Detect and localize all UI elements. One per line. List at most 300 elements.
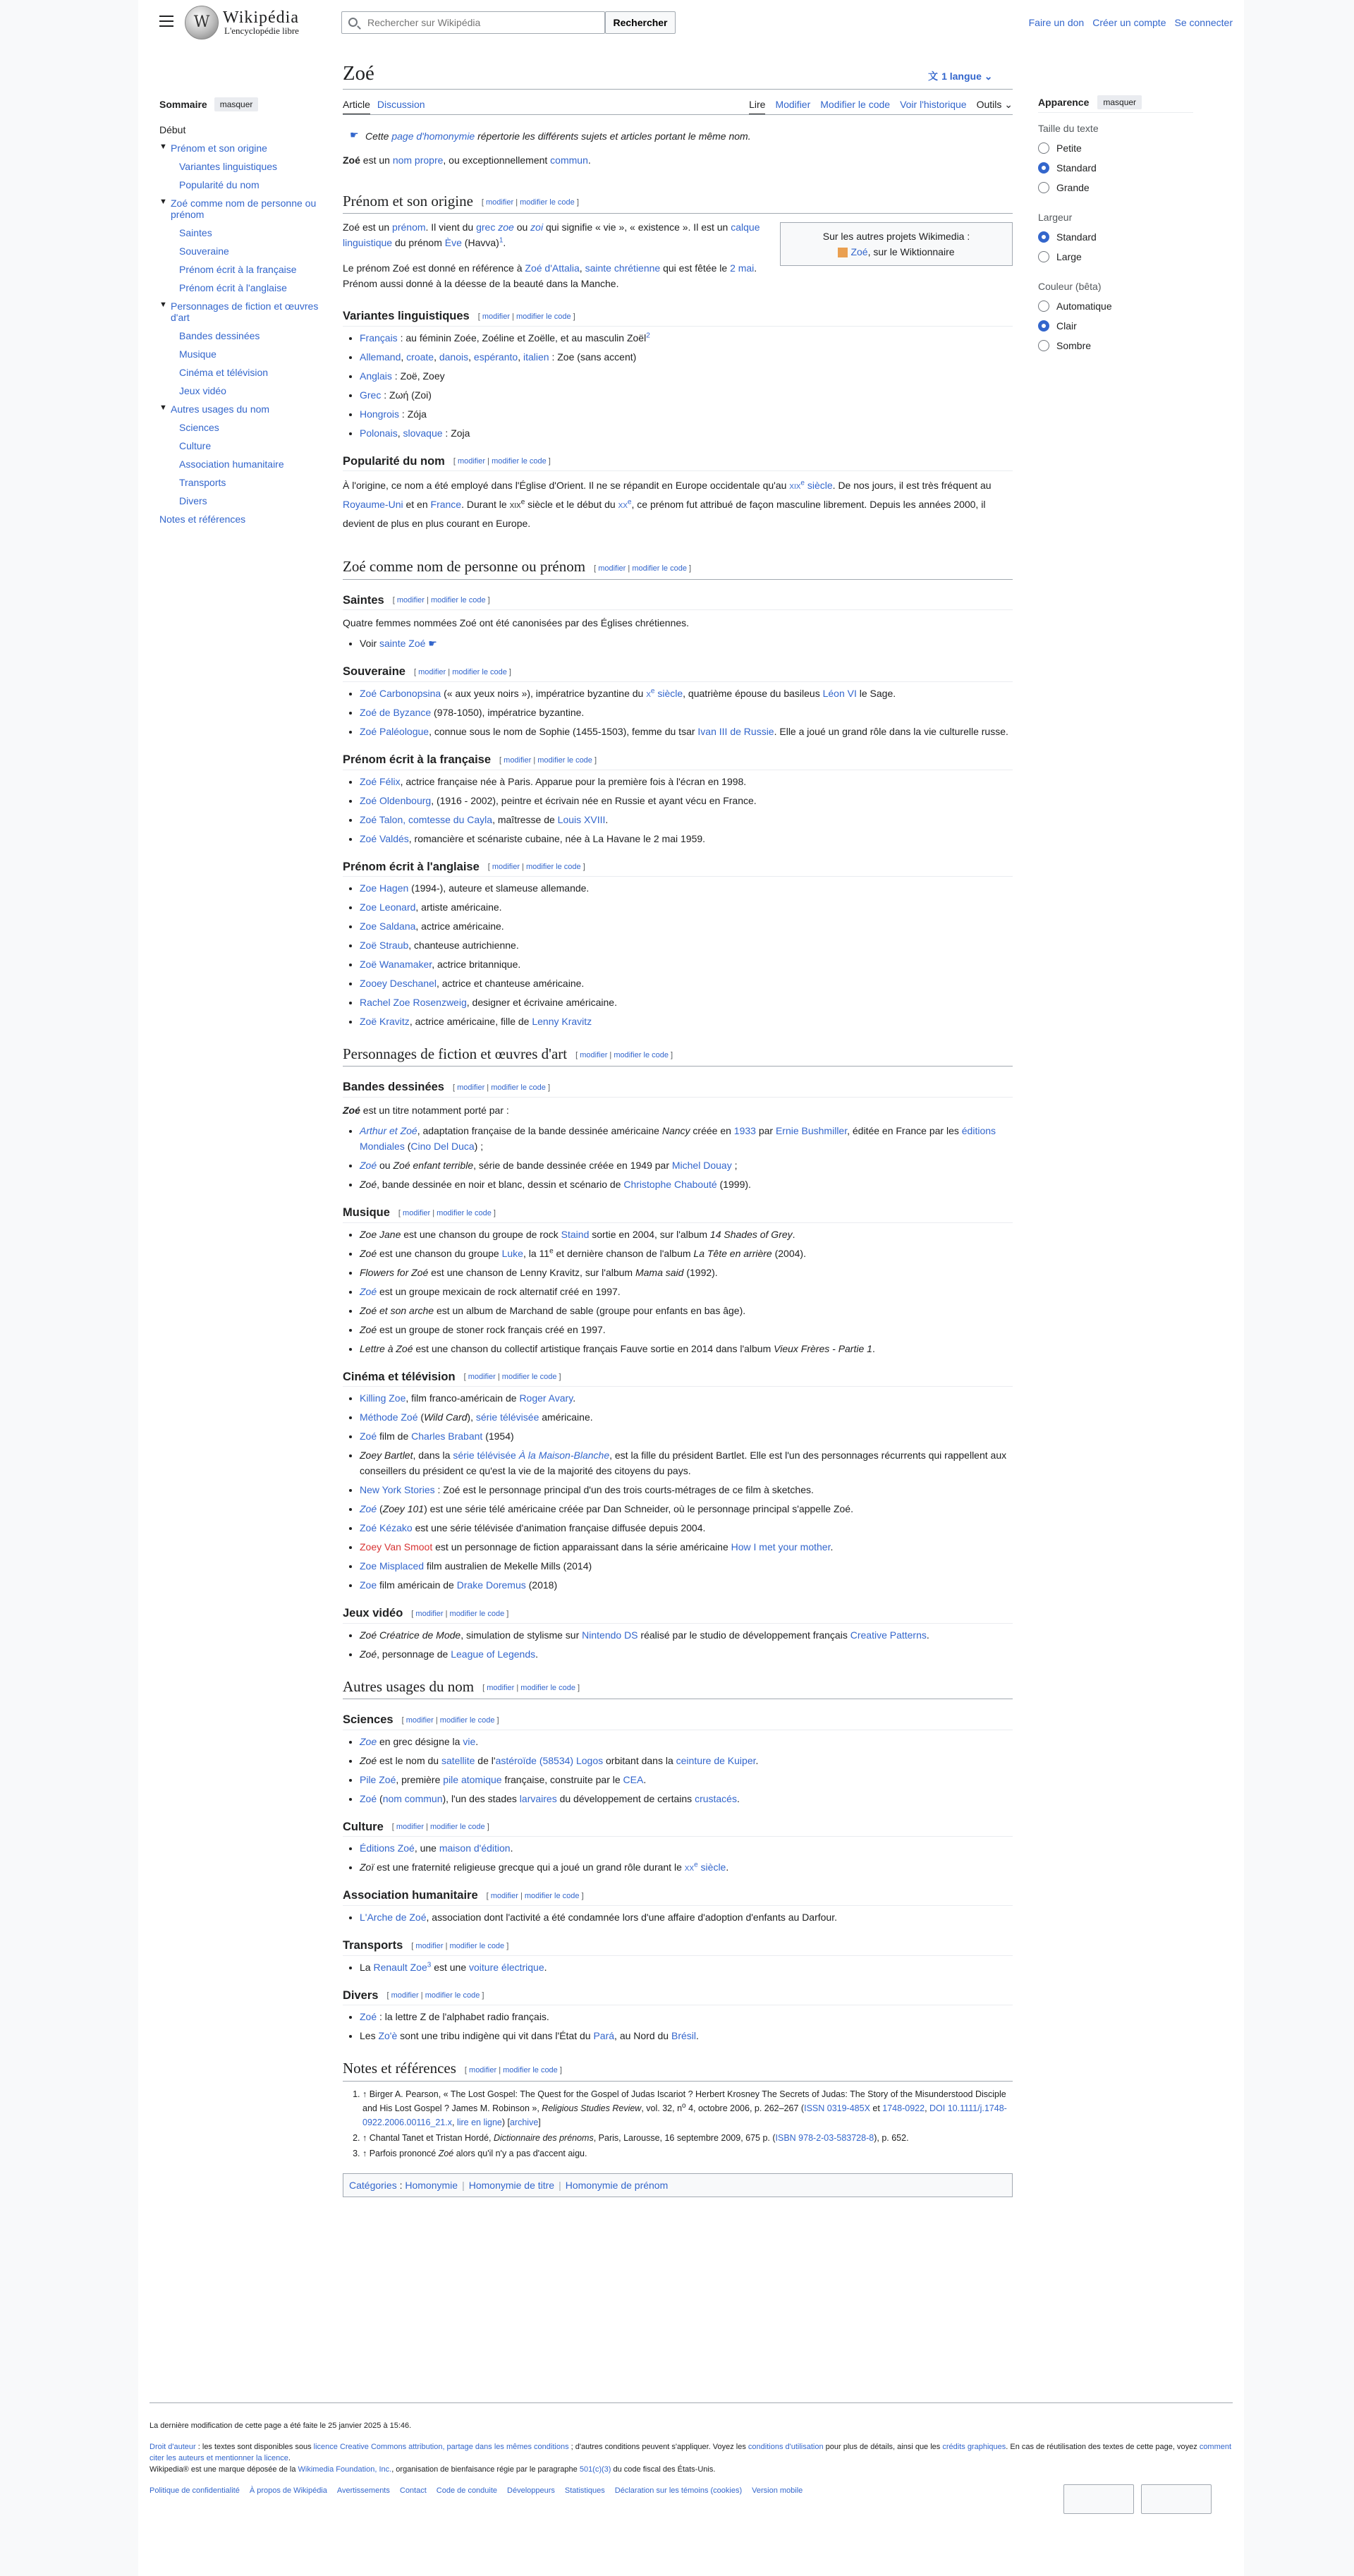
edit-source-link[interactable]: modifier le code bbox=[503, 2065, 558, 2074]
text: . Elle a joué un grand rôle dans la vie culturelle russe. bbox=[774, 725, 1008, 737]
link[interactable]: L'Arche de Zoé bbox=[360, 1912, 427, 1924]
toc-item-autres[interactable] bbox=[159, 403, 322, 415]
edit-source-link[interactable]: modifier le code bbox=[526, 863, 581, 872]
edit-link[interactable]: modifier bbox=[486, 198, 514, 207]
donate-link[interactable]: Faire un don bbox=[1028, 17, 1085, 28]
link[interactable]: Luke bbox=[501, 1247, 523, 1259]
create-account-link[interactable]: Créer un compte bbox=[1092, 17, 1166, 28]
radio-button[interactable] bbox=[1038, 300, 1049, 312]
link[interactable]: éditions Mondiales bbox=[360, 1125, 996, 1153]
link[interactable]: Hongrois bbox=[360, 408, 400, 420]
main-menu-icon[interactable] bbox=[159, 16, 173, 27]
edit-link[interactable]: modifier bbox=[457, 457, 486, 466]
tab-discussion[interactable]: Discussion bbox=[377, 99, 425, 110]
edit-link[interactable]: modifier bbox=[457, 1083, 485, 1093]
chevron-down-icon[interactable]: ▼ bbox=[159, 403, 167, 412]
link[interactable]: pile atomique bbox=[443, 1773, 502, 1785]
radio-option[interactable] bbox=[1038, 182, 1193, 193]
link[interactable]: Ernie Bushmiller bbox=[775, 1125, 848, 1137]
list bbox=[360, 1390, 1013, 1593]
edit-source-link[interactable]: modifier le code bbox=[491, 1083, 546, 1093]
edit-link[interactable]: modifier bbox=[415, 1609, 444, 1618]
link[interactable]: DOI 10.1111/j.1748-0922.2006.00116_21.x bbox=[362, 2103, 1007, 2127]
edit-source-link[interactable]: modifier le code bbox=[537, 755, 592, 765]
link[interactable]: crédits graphiques bbox=[942, 2443, 1006, 2451]
text: , film franco-américain de bbox=[405, 1392, 520, 1404]
link[interactable]: voiture électrique bbox=[469, 1961, 544, 1973]
tab-history[interactable]: Voir l'historique bbox=[900, 99, 967, 110]
link[interactable]: How I met your mother bbox=[731, 1541, 831, 1553]
edit-link[interactable]: modifier bbox=[482, 312, 510, 321]
category-link[interactable]: Homonymie bbox=[405, 2179, 458, 2191]
link[interactable]: Anglais bbox=[360, 370, 392, 382]
link[interactable]: Zoé bbox=[360, 1503, 377, 1515]
text: , artiste américaine. bbox=[415, 901, 502, 913]
link[interactable]: nom propre bbox=[392, 154, 444, 166]
pointing-hand-icon: ☛ bbox=[428, 638, 437, 650]
link[interactable] bbox=[453, 1450, 609, 1461]
link[interactable]: satellite bbox=[441, 1754, 475, 1766]
toc-item-notes[interactable]: Notes et références bbox=[159, 514, 246, 525]
subsection-heading bbox=[343, 454, 1013, 472]
link[interactable]: Renault Zoe bbox=[373, 1961, 427, 1973]
link[interactable]: Français bbox=[360, 332, 398, 344]
section-heading bbox=[343, 1046, 1013, 1067]
list-item bbox=[360, 1322, 1013, 1337]
language-button[interactable] bbox=[928, 69, 992, 83]
link[interactable]: Allemand bbox=[360, 351, 401, 363]
link[interactable]: Droit d'auteur bbox=[150, 2443, 196, 2451]
toc-hide-button[interactable]: masquer bbox=[214, 97, 259, 111]
toc-item-musique[interactable]: Musique bbox=[179, 348, 216, 360]
edit-link[interactable]: modifier bbox=[391, 1991, 419, 2000]
text: , série de bande dessinée créée en 1949 par bbox=[473, 1160, 672, 1172]
edit-source-link[interactable]: modifier le code bbox=[520, 1684, 575, 1693]
text: Voir bbox=[360, 638, 380, 650]
text: , actrice britannique. bbox=[432, 959, 521, 971]
link[interactable]: Roger Avary bbox=[519, 1392, 573, 1404]
text: xix bbox=[509, 499, 521, 511]
link[interactable]: crustacés bbox=[695, 1792, 737, 1804]
text: , romancière et scénariste cubaine, née à La Havane le 2 mai 1959. bbox=[408, 832, 706, 844]
edit-source-link[interactable]: modifier le code bbox=[452, 667, 507, 676]
text: (2018) bbox=[525, 1579, 558, 1591]
footer-link[interactable]: À propos de Wikipédia bbox=[249, 2486, 327, 2495]
link[interactable] bbox=[684, 1861, 729, 1873]
toc-label[interactable]: Zoé comme nom de personne ou prénom bbox=[171, 198, 317, 220]
category-link[interactable]: Homonymie de titre bbox=[468, 2179, 555, 2191]
subsection-heading bbox=[343, 1079, 1013, 1098]
link[interactable]: Ivan III de Russie bbox=[697, 725, 774, 737]
link[interactable]: Rachel Zoe Rosenzweig bbox=[360, 997, 467, 1009]
edit-source-link[interactable]: modifier le code bbox=[501, 1373, 557, 1382]
link[interactable]: New York Stories bbox=[360, 1484, 435, 1496]
footer-link[interactable]: Code de conduite bbox=[436, 2486, 498, 2495]
text: . bbox=[510, 1842, 513, 1854]
link[interactable]: Grec bbox=[360, 389, 382, 401]
link[interactable]: nom commun bbox=[382, 1792, 443, 1804]
link[interactable]: ISSN 0319-485X bbox=[804, 2103, 870, 2113]
appearance-panel bbox=[1038, 96, 1193, 351]
toc-label[interactable]: Autres usages du nom bbox=[171, 403, 270, 415]
list-item bbox=[360, 937, 1013, 953]
toc-item-anglaise[interactable]: Prénom écrit à l'anglaise bbox=[179, 282, 287, 293]
link[interactable]: Zoë Straub bbox=[360, 940, 409, 952]
text: Zoé enfant terrible bbox=[393, 1160, 474, 1172]
edit-link[interactable]: modifier bbox=[468, 1373, 496, 1382]
footnote-ref[interactable]: 3 bbox=[427, 1961, 432, 1969]
toc-item-origine[interactable] bbox=[159, 142, 322, 154]
text: e bbox=[520, 498, 525, 506]
link[interactable]: Zoe bbox=[360, 1735, 377, 1747]
link[interactable]: croate bbox=[406, 351, 434, 363]
footer-link[interactable]: Développeurs bbox=[507, 2486, 555, 2495]
wiktionary-icon bbox=[838, 248, 848, 257]
link[interactable]: Léon VI bbox=[822, 687, 857, 699]
link[interactable]: Zoë Kravitz bbox=[360, 1016, 410, 1028]
list-item bbox=[360, 1341, 1013, 1356]
link[interactable]: Zoé bbox=[360, 1792, 377, 1804]
edit-link[interactable]: modifier bbox=[396, 596, 425, 605]
categories-link[interactable]: Catégories bbox=[349, 2179, 397, 2191]
link[interactable]: conditions d'utilisation bbox=[748, 2443, 824, 2451]
link[interactable]: 2 mai bbox=[730, 262, 755, 274]
edit-link[interactable]: modifier bbox=[405, 1715, 434, 1725]
list bbox=[360, 1960, 1013, 1975]
link[interactable]: Killing Zoe bbox=[360, 1392, 406, 1404]
link[interactable]: Staind bbox=[561, 1228, 590, 1240]
edit-source-link[interactable]: modifier le code bbox=[425, 1991, 480, 2000]
link[interactable]: Creative Patterns bbox=[850, 1629, 927, 1641]
text: Cette bbox=[365, 130, 392, 142]
link[interactable]: Charles Brabant bbox=[411, 1430, 483, 1442]
text: xx bbox=[684, 1861, 695, 1873]
radio-option[interactable] bbox=[1038, 142, 1193, 154]
link[interactable]: calque linguistique bbox=[343, 221, 760, 249]
link[interactable]: larvaires bbox=[519, 1792, 557, 1804]
search-input[interactable] bbox=[367, 16, 593, 30]
radio-button[interactable] bbox=[1038, 340, 1049, 351]
link[interactable]: Polonais bbox=[360, 427, 398, 439]
edit-source-link[interactable]: modifier le code bbox=[632, 564, 687, 573]
edit-source-link[interactable]: modifier le code bbox=[449, 1941, 505, 1950]
text: du code fiscal des États-Unis. bbox=[611, 2465, 716, 2474]
wikimedia-badge[interactable] bbox=[1063, 2484, 1134, 2514]
edit-link[interactable]: modifier bbox=[598, 564, 626, 573]
tools-menu[interactable] bbox=[977, 99, 1013, 115]
license-text bbox=[150, 2441, 1233, 2464]
link[interactable]: danois bbox=[439, 351, 469, 363]
list-item bbox=[360, 976, 1013, 991]
search-box[interactable] bbox=[341, 11, 605, 34]
login-link[interactable]: Se connecter bbox=[1174, 17, 1233, 28]
text: ) est une série télé américaine créée par Dan Schneider, où le personnage principal s'appelle Zoé. bbox=[424, 1503, 853, 1515]
footer bbox=[150, 2402, 1233, 2496]
link[interactable]: slovaque bbox=[403, 427, 443, 439]
text: ) [ bbox=[501, 2117, 510, 2127]
list-item bbox=[360, 705, 1013, 720]
link[interactable]: lire en ligne bbox=[456, 2117, 502, 2127]
link[interactable]: CEA bbox=[623, 1773, 644, 1785]
edit-link[interactable]: modifier bbox=[469, 2065, 497, 2074]
toc-item-popularite[interactable]: Popularité du nom bbox=[179, 179, 260, 190]
footer-link[interactable]: Politique de confidentialité bbox=[150, 2486, 240, 2495]
toc-item-sciences[interactable]: Sciences bbox=[179, 422, 219, 433]
radio-button[interactable] bbox=[1038, 251, 1049, 262]
link[interactable]: Zoé Paléologue bbox=[360, 725, 429, 737]
footnote-ref[interactable]: 2 bbox=[646, 332, 650, 340]
edit-link[interactable]: modifier bbox=[492, 863, 520, 872]
link[interactable]: Zoé bbox=[360, 1160, 377, 1172]
radio-button[interactable] bbox=[1038, 142, 1049, 154]
link[interactable] bbox=[646, 688, 683, 699]
category-link[interactable]: Homonymie de prénom bbox=[565, 2179, 669, 2191]
link[interactable]: série télévisée bbox=[475, 1411, 539, 1423]
link[interactable]: Zooey Deschanel bbox=[360, 978, 437, 990]
list-item bbox=[360, 1772, 1013, 1787]
link[interactable]: Pile Zoé bbox=[360, 1773, 396, 1785]
link[interactable]: Méthode Zoé bbox=[360, 1411, 418, 1423]
link[interactable]: maison d'édition bbox=[439, 1842, 511, 1854]
edit-links: [ modifier | modifier le code ] bbox=[411, 1609, 509, 1618]
edit-source-link[interactable]: modifier le code bbox=[430, 596, 486, 605]
link[interactable]: Zoë Wanamaker bbox=[360, 959, 432, 971]
link[interactable]: Zoé Oldenbourg bbox=[360, 794, 432, 806]
text: : Zója bbox=[399, 408, 427, 420]
edit-link[interactable]: modifier bbox=[415, 1941, 444, 1950]
edit-source-link[interactable]: modifier le code bbox=[439, 1715, 495, 1725]
link[interactable]: League of Legends bbox=[451, 1648, 536, 1660]
link[interactable]: Zoé Talon, comtesse du Cayla bbox=[360, 813, 493, 825]
link[interactable]: Zoé Félix bbox=[360, 775, 401, 787]
link[interactable]: Christophe Chabouté bbox=[623, 1179, 717, 1191]
toc-label[interactable]: Prénom et son origine bbox=[171, 142, 267, 154]
edit-source-link[interactable]: modifier le code bbox=[437, 1208, 492, 1217]
link[interactable]: 1748-0922 bbox=[882, 2103, 925, 2113]
link[interactable]: Drake Doremus bbox=[456, 1579, 526, 1591]
reference-item bbox=[362, 2087, 1013, 2130]
text: : les textes sont disponibles sous bbox=[195, 2443, 314, 2451]
edit-source-link[interactable]: modifier le code bbox=[516, 312, 571, 321]
link[interactable]: Zoé bbox=[360, 1285, 377, 1297]
link[interactable]: Lenny Kravitz bbox=[532, 1016, 592, 1028]
link[interactable]: ISBN 978-2-03-583728-8 bbox=[775, 2132, 874, 2143]
tab-edit-source[interactable]: Modifier le code bbox=[820, 99, 891, 110]
text: et bbox=[870, 2103, 883, 2113]
link[interactable]: Zoé bbox=[850, 246, 868, 258]
edit-links: [ modifier | modifier le code ] bbox=[464, 2065, 562, 2074]
toc-label[interactable]: Personnages de fiction et œuvres d'art bbox=[171, 300, 319, 323]
toc-item-francaise[interactable]: Prénom écrit à la française bbox=[179, 264, 297, 275]
link[interactable]: grec bbox=[476, 221, 496, 233]
option-label: Standard bbox=[1056, 162, 1097, 174]
toc-item-variantes[interactable]: Variantes linguistiques bbox=[179, 161, 278, 172]
radio-option[interactable] bbox=[1038, 251, 1193, 262]
link[interactable]: astéroïde (58534) Logos bbox=[495, 1754, 604, 1766]
toc-item-asso[interactable]: Association humanitaire bbox=[179, 458, 284, 470]
link[interactable]: Nintendo DS bbox=[582, 1629, 638, 1641]
link[interactable]: Arthur et Zoé bbox=[360, 1125, 417, 1137]
edit-source-link[interactable]: modifier le code bbox=[449, 1609, 505, 1618]
text: ou bbox=[377, 1160, 394, 1172]
edit-links: [ modifier | modifier le code ] bbox=[481, 198, 579, 207]
edit-link[interactable]: modifier bbox=[490, 1892, 518, 1901]
edit-source-link[interactable]: modifier le code bbox=[429, 1823, 485, 1832]
logo-wordmark[interactable]: Wikipédia bbox=[223, 8, 299, 27]
link[interactable]: France bbox=[430, 499, 462, 511]
link[interactable]: Louis XVIII bbox=[557, 813, 606, 825]
search-button[interactable]: Rechercher bbox=[605, 11, 676, 34]
edit-link[interactable]: modifier bbox=[487, 1684, 515, 1693]
link[interactable]: Éditions Zoé bbox=[360, 1842, 415, 1854]
link[interactable] bbox=[789, 480, 832, 491]
text: orbitant dans la bbox=[603, 1754, 676, 1766]
toc-item-jeux[interactable]: Jeux vidéo bbox=[179, 385, 226, 396]
link[interactable]: 1933 bbox=[733, 1125, 756, 1137]
mediawiki-badge[interactable] bbox=[1141, 2484, 1212, 2514]
text: Dictionnaire des prénoms bbox=[493, 2132, 594, 2143]
footer-link[interactable]: Statistiques bbox=[564, 2486, 605, 2495]
link[interactable]: archive bbox=[509, 2117, 539, 2127]
toc-item-souveraine[interactable]: Souveraine bbox=[179, 245, 229, 257]
link[interactable]: sainte Zoé bbox=[379, 638, 426, 650]
heading-text: Variantes linguistiques bbox=[343, 310, 470, 323]
appearance-hide-button[interactable]: masquer bbox=[1097, 95, 1142, 109]
toc-item-top[interactable]: Début bbox=[159, 124, 186, 135]
link[interactable]: Zoé Kézako bbox=[360, 1522, 413, 1534]
edit-source-link[interactable]: modifier le code bbox=[524, 1892, 580, 1901]
link[interactable]: licence Creative Commons attribution, partage dans les mêmes conditions bbox=[313, 2443, 569, 2451]
radio-option[interactable] bbox=[1038, 300, 1193, 312]
chevron-down-icon[interactable]: ▼ bbox=[159, 198, 167, 206]
text: . bbox=[792, 1228, 795, 1240]
link[interactable]: Zoe bbox=[360, 1579, 377, 1591]
link[interactable]: Zoé Carbonopsina bbox=[360, 687, 441, 699]
heading-text: Musique bbox=[343, 1206, 390, 1220]
edit-link[interactable]: modifier bbox=[403, 1208, 431, 1217]
edit-source-link[interactable]: modifier le code bbox=[614, 1051, 669, 1060]
page-tabs bbox=[343, 99, 1013, 114]
tab-read[interactable]: Lire bbox=[749, 99, 765, 115]
link[interactable]: prénom bbox=[392, 221, 426, 233]
wikipedia-globe-logo[interactable]: W bbox=[185, 6, 219, 40]
edit-links: [ modifier | modifier le code ] bbox=[453, 457, 551, 466]
link[interactable]: 501(c)(3) bbox=[579, 2465, 611, 2474]
link[interactable]: Wikimedia Foundation, Inc. bbox=[298, 2465, 392, 2474]
footer-link[interactable]: Version mobile bbox=[752, 2486, 803, 2495]
radio-button-selected[interactable] bbox=[1038, 320, 1049, 332]
text: Wikipedia® est une marque déposée de la bbox=[150, 2465, 298, 2474]
reference-item bbox=[362, 2146, 1013, 2161]
edit-source-link[interactable]: modifier le code bbox=[492, 457, 547, 466]
link[interactable]: Zoé de Byzance bbox=[360, 706, 432, 718]
link[interactable]: Zoe Hagen bbox=[360, 882, 409, 894]
link[interactable]: Zoé bbox=[360, 1430, 377, 1442]
text: e bbox=[627, 498, 632, 506]
toc-item-bd[interactable]: Bandes dessinées bbox=[179, 330, 260, 341]
list-item bbox=[360, 880, 1013, 896]
radio-option[interactable] bbox=[1038, 320, 1193, 332]
footer-link[interactable]: Avertissements bbox=[336, 2486, 390, 2495]
tab-edit[interactable]: Modifier bbox=[775, 99, 811, 110]
list-item bbox=[360, 793, 1013, 808]
link[interactable]: italien bbox=[523, 351, 549, 363]
link[interactable]: Zoé d'Attalia bbox=[525, 262, 580, 274]
toc-item-fiction[interactable] bbox=[159, 300, 322, 323]
toc-item-personne[interactable] bbox=[159, 198, 322, 220]
footer-link[interactable]: Contact bbox=[399, 2486, 427, 2495]
subsection-heading bbox=[343, 1369, 1013, 1387]
red-link[interactable]: Zoey Van Smoot bbox=[360, 1541, 433, 1553]
link[interactable]: vie bbox=[463, 1735, 476, 1747]
link[interactable]: ceinture de Kuiper bbox=[676, 1754, 756, 1766]
edit-source-link[interactable]: modifier le code bbox=[520, 198, 575, 207]
chevron-down-icon[interactable]: ▼ bbox=[159, 300, 167, 309]
edit-link[interactable]: modifier bbox=[504, 755, 532, 765]
text: ( bbox=[377, 1503, 383, 1515]
link[interactable]: Pará bbox=[593, 2030, 615, 2042]
link[interactable]: page d'homonymie bbox=[391, 130, 475, 142]
footer-link[interactable]: Déclaration sur les témoins (cookies) bbox=[614, 2486, 743, 2495]
link[interactable]: comment citer les auteurs et mentionner la licence bbox=[150, 2443, 1232, 2462]
user-links bbox=[1029, 17, 1233, 28]
link[interactable]: zoi bbox=[530, 221, 544, 233]
link[interactable] bbox=[618, 499, 632, 510]
link[interactable]: Brésil bbox=[671, 2030, 696, 2042]
link[interactable]: commun bbox=[550, 154, 588, 166]
edit-links: [ modifier | modifier le code ] bbox=[411, 1941, 509, 1950]
toc-item-culture[interactable]: Culture bbox=[179, 440, 212, 451]
radio-option[interactable] bbox=[1038, 340, 1193, 351]
link[interactable]: Royaume-Uni bbox=[343, 499, 403, 511]
list-item bbox=[360, 1123, 1013, 1154]
chevron-down-icon[interactable]: ▼ bbox=[159, 142, 167, 151]
link[interactable]: sainte chrétienne bbox=[585, 262, 661, 274]
link[interactable]: Zo'è bbox=[378, 2030, 398, 2042]
link[interactable]: Cino Del Duca bbox=[410, 1141, 475, 1153]
link[interactable]: zoe bbox=[498, 221, 514, 233]
edit-link[interactable]: modifier bbox=[396, 1823, 424, 1832]
divider bbox=[343, 89, 1013, 90]
text: film américain de bbox=[377, 1579, 457, 1591]
footnote-ref[interactable]: 1 bbox=[499, 236, 504, 245]
link[interactable]: espéranto bbox=[473, 351, 518, 363]
radio-button-selected[interactable] bbox=[1038, 231, 1049, 243]
link[interactable]: Zoé Valdés bbox=[360, 832, 409, 844]
link[interactable]: Zoé bbox=[360, 2011, 377, 2023]
toc-item-divers[interactable]: Divers bbox=[179, 495, 207, 506]
toc-item-saintes[interactable]: Saintes bbox=[179, 227, 212, 238]
link[interactable]: Ève bbox=[444, 237, 462, 249]
link[interactable]: Zoe Misplaced bbox=[360, 1560, 425, 1572]
link[interactable]: Zoe Leonard bbox=[360, 901, 416, 913]
radio-button-selected[interactable] bbox=[1038, 162, 1049, 174]
radio-option[interactable] bbox=[1038, 231, 1193, 243]
link[interactable]: Zoe Saldana bbox=[360, 921, 416, 932]
edit-link[interactable]: modifier bbox=[580, 1051, 608, 1060]
radio-button[interactable] bbox=[1038, 182, 1049, 193]
edit-link[interactable]: modifier bbox=[418, 667, 446, 676]
toc-item-transports[interactable]: Transports bbox=[179, 477, 226, 488]
text: répertorie les différents sujets et articles portant le même nom. bbox=[475, 130, 751, 142]
radio-option[interactable] bbox=[1038, 162, 1193, 174]
text: Zoé et son arche bbox=[360, 1304, 434, 1316]
text: (« aux yeux noirs »), impératrice byzantine du bbox=[441, 687, 647, 699]
tab-article[interactable]: Article bbox=[343, 99, 370, 115]
link[interactable]: Michel Douay bbox=[671, 1160, 732, 1172]
text: , la 11 bbox=[523, 1247, 550, 1259]
toc-item-cinema[interactable]: Cinéma et télévision bbox=[179, 367, 269, 378]
